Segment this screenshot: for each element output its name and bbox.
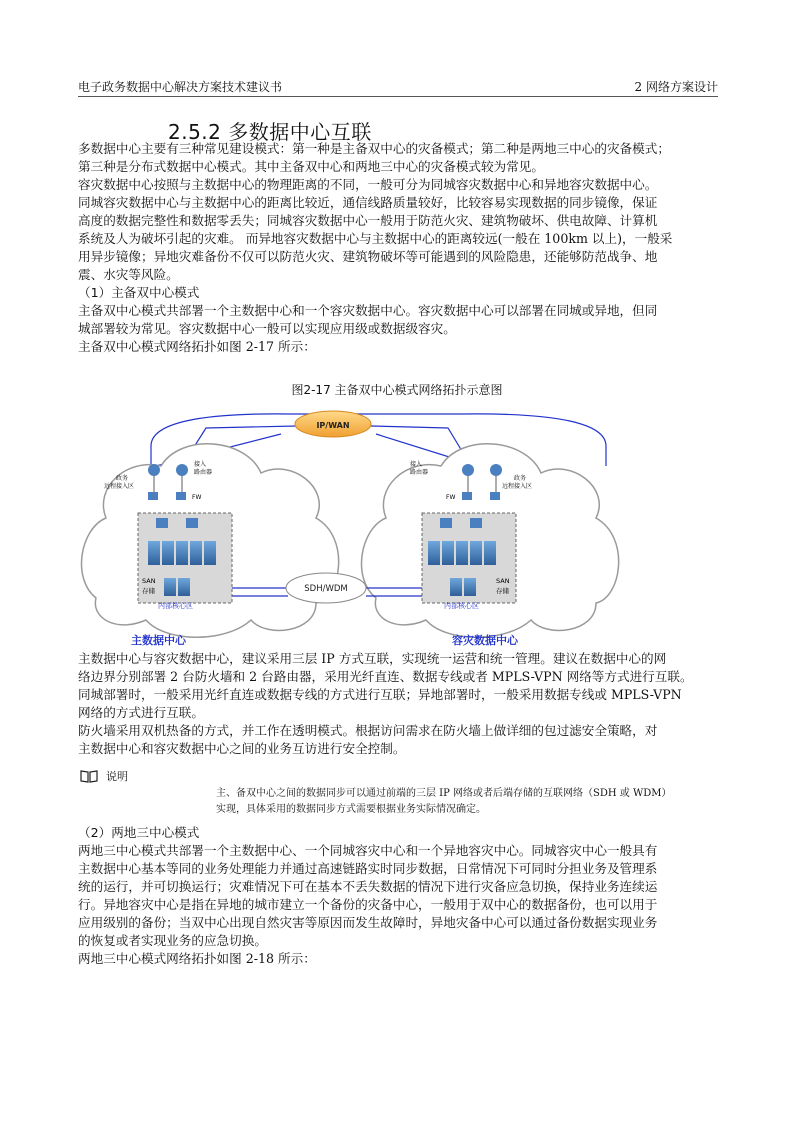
left-san-label: SAN — [142, 577, 156, 585]
text-line: 行。异地容灾中心是指在异地的城市建立一个备份的灾备中心，一般用于双中心的数据备份，也可以用于 — [78, 897, 658, 912]
text-line: 络边界分别部署 2 台防火墙和 2 台路由器，采用光纤直连、数据专线或者 MPLS-VPN 网络等方式进行互联。 — [78, 669, 693, 684]
text-line: 第三种是分布式数据中心模式。其中主备双中心和两地三中心的灾备模式较为常见。 — [78, 159, 544, 174]
text-line: 统的运行，并可切换运行；灾难情况下可在基本不丢失数据的情况下进行灾备应急切换，保持业务连续运 — [78, 879, 658, 894]
section-title: 2.5.2 多数据中心互联 — [168, 120, 372, 144]
text-line: 主备双中心模式网络拓扑如图 2-17 所示： — [78, 339, 316, 354]
text-line: 城部署较为常见。容灾数据中心一般可以实现应用级或数据级容灾。 — [78, 321, 456, 336]
header-doc-title: 电子政务数据中心解决方案技术建议书 — [78, 80, 283, 94]
note-header — [80, 768, 128, 784]
note-body — [216, 786, 716, 818]
note-label: 说明 — [106, 770, 128, 783]
left-storage-label: 存储 — [142, 587, 155, 595]
subsection-title-2: （2）两地三中心模式 — [78, 825, 200, 840]
text-line: 防火墙采用双机热备的方式，并工作在透明模式。根据访问需求在防火墙上做详细的包过滤安全策略，对 — [78, 723, 658, 738]
wan-label: IP/WAN — [316, 421, 350, 430]
left-core-label: 内部核心区 — [158, 602, 193, 610]
text-line: 主备双中心模式共部署一个主数据中心和一个容灾数据中心。容灾数据中心可以部署在同城或异地，但同 — [78, 303, 658, 318]
ip-wan-cloud — [295, 411, 371, 437]
right-router-label-2: 路由器 — [410, 469, 429, 476]
sdh-wdm-cloud — [286, 573, 366, 603]
right-san-label: SAN — [496, 577, 510, 585]
text-line: 主数据中心与容灾数据中心，建议采用三层 IP 方式互联，实现统一运营和统一管理。建议在数据中心的网 — [78, 651, 667, 666]
book-icon — [80, 769, 98, 783]
left-access-label-2: 远程接入区 — [104, 483, 135, 490]
text-line: 系统及人为破坏引起的灾难。 而异地容灾数据中心与主数据中心的距离较远(一般在 100km 以上)，一般采 — [78, 231, 673, 246]
text-line: 高度的数据完整性和数据零丢失；同城容灾数据中心一般用于防范火灾、建筑物破坏、供电故障、计算机 — [78, 213, 658, 228]
subsection-title-1: （1）主备双中心模式 — [78, 285, 200, 300]
text-line: 主、备双中心之间的数据同步可以通过前端的三层 IP 网络或者后端存储的互联网络（SDH 或 WDM） — [216, 788, 672, 799]
topology-diagram — [76, 398, 676, 648]
text-line: 震、水灾等风险。 — [78, 267, 179, 282]
text-line: 主数据中心和容灾数据中心之间的业务互访进行安全控制。 — [78, 741, 406, 756]
text-line: 多数据中心主要有三种常见建设模式：第一种是主备双中心的灾备模式；第二种是两地三中心的灾备模式； — [78, 141, 670, 156]
left-fw-label: FW — [192, 494, 202, 501]
interconnect-paragraphs — [78, 650, 718, 758]
figure-title: 图2-17 主备双中心模式网络拓扑示意图 — [291, 383, 503, 397]
right-router-label-1: 接入 — [410, 461, 423, 468]
left-router-label-2: 路由器 — [194, 469, 213, 476]
text-line: 的恢复或者实现业务的应急切换。 — [78, 933, 267, 948]
left-router-label-1: 接入 — [194, 461, 207, 468]
text-line: 实现，具体采用的数据同步方式需要根据业务实际情况确定。 — [216, 804, 486, 815]
right-access-label-1: 政务 — [514, 475, 527, 482]
right-storage-label: 存储 — [496, 587, 509, 595]
two-site-paragraphs — [78, 824, 718, 968]
text-line: 同城容灾数据中心与主数据中心的距离比较近，通信线路质量较好，比较容易实现数据的同步镜像，保证 — [78, 195, 658, 210]
text-line: 用异步镜像；异地灾难备份不仅可以防范火灾、建筑物破坏等可能遇到的风险隐患，还能够防范战争、地 — [78, 249, 658, 264]
left-access-label-1: 政务 — [116, 475, 129, 482]
text-line: 两地三中心模式网络拓扑如图 2-18 所示： — [78, 951, 316, 966]
text-line: 网络的方式进行互联。 — [78, 705, 204, 720]
text-line: 主数据中心基本等同的业务处理能力并通过高速链路实时同步数据，日常情况下可同时分担业务及管理系 — [78, 861, 658, 876]
text-line: 两地三中心模式共部署一个主数据中心、一个同城容灾中心和一个异地容灾中心。同城容灾中心一般具有 — [78, 843, 658, 858]
text-line: 应用级别的备份；当双中心出现自然灾害等原因而发生故障时，异地灾备中心可以通过备份数据实现业务 — [78, 915, 658, 930]
header-chapter: 2 网络方案设计 — [634, 80, 718, 94]
right-fw-label: FW — [446, 494, 456, 501]
right-access-label-2: 远程接入区 — [502, 483, 533, 490]
page-header — [78, 78, 718, 97]
text-line: 同城部署时，一般采用光纤直连或数据专线的方式进行互联；异地部署时，一般采用数据专线或 MPLS-VPN — [78, 687, 682, 702]
intro-paragraphs — [78, 140, 718, 356]
right-core-label: 内部核心区 — [444, 602, 479, 610]
text-line: 容灾数据中心按照与主数据中心的物理距离的不同，一般可分为同城容灾数据中心和异地容灾数据中心。 — [78, 177, 658, 192]
sdh-label: SDH/WDM — [304, 584, 348, 594]
dr-dc-label: 容灾数据中心 — [452, 634, 518, 647]
main-dc-label: 主数据中心 — [131, 634, 186, 647]
